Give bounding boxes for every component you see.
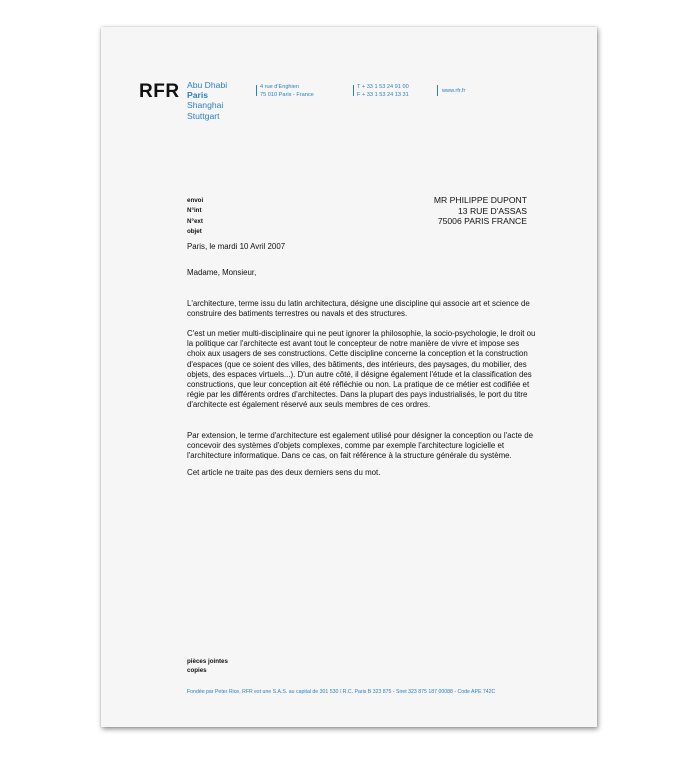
city-paris: Paris: [187, 90, 209, 101]
label-n-int: N°int: [187, 207, 202, 215]
closing-line: Cet article ne traite pas des deux derniers sens du mot.: [187, 468, 381, 477]
company-logo: RFR: [139, 81, 180, 102]
paragraph-text: L'architecture, terme issu du latin architectura, désigne une discipline qui associe art et science de construire des batiments terrestres ou navals et des structures.: [187, 299, 530, 319]
label-copies: copies: [187, 667, 207, 675]
recipient-street: 13 RUE D'ASSAS: [458, 205, 527, 216]
salutation: Madame, Monsieur,: [187, 268, 257, 277]
header-divider: [353, 85, 354, 96]
label-envoi: envoi: [187, 197, 204, 204]
header-divider: [437, 85, 438, 96]
paragraph-text: Par extension, le terme d'architecture est egalement utilisé pour désigner la conception ou l'acte de concevoir des systèmes d'objets complexes, comme par exemple l'architecture logicielle et l'architecture informatique. Dans ce cas, on fait référence à la structure générale du système.: [187, 431, 534, 461]
paragraph: [187, 329, 537, 411]
city-shanghai: Shanghai: [187, 100, 224, 111]
website-link[interactable]: www.rfr.fr: [442, 88, 466, 94]
label-n-ext: N°ext: [187, 217, 203, 225]
office-phone: [357, 84, 409, 100]
header-divider: [256, 85, 257, 96]
phone-number: T + 33 1 53 24 91 00: [357, 84, 409, 90]
attachment-labels: [187, 657, 228, 675]
address-street: 4 rue d'Enghien: [260, 84, 300, 90]
paragraph: [187, 299, 537, 319]
recipient-name: MR PHILIPPE DUPONT: [433, 195, 527, 205]
label-pieces-jointes: pièces jointes: [187, 658, 228, 665]
label-objet: objet: [187, 227, 202, 235]
company-footer: Fondée par Peter Rice, RFR est une S.A.S. au capital de 301 530 / R.C. Paris B 323 875 - Siret 323 875 187 00088 - Code APE 742C: [187, 689, 496, 695]
city-stuttgart: Stuttgart: [187, 110, 220, 121]
letter-date: Paris, le mardi 10 Avril 2007: [187, 242, 286, 251]
office-cities: [187, 80, 227, 121]
recipient-city: 75006 PARIS FRANCE: [437, 216, 527, 226]
reference-labels: [187, 196, 203, 237]
recipient-address: [434, 195, 527, 227]
paragraph: [187, 431, 537, 462]
city-abu-dhabi: Abu Dhabi: [187, 80, 228, 90]
letter-sheet: [101, 27, 597, 727]
office-address: [260, 84, 314, 100]
paragraph-text: C'est un metier multi-disciplinaire qui ne peut ignorer la philosophie, la socio-psychologie, le droit ou la politique car l'architecte est avant tout le concepteur de notre manière de vivre et impose ses choix aux usagers de ses constructions. Cette discipline concerne la conception et la construction d'espaces (que ce soient des villes, des bâtiments, des intérieurs, des paysages, du mobilier, des objets, des espaces virtuels...). D'un autre côté, il désigne également l'étude et la classification des constructions, que leur conception ait été réfléchie ou non. La pratique de ce métier est codifiée et régie par les différents ordres d'architectes. Dans la plupart des pays industrialisés, le port du titre d'architecte est également réservé aux seuls membres de ces ordres.: [187, 329, 536, 410]
address-city: 75 010 Paris - France: [260, 91, 314, 98]
fax-number: F + 33 1 53 24 13 31: [357, 91, 409, 98]
